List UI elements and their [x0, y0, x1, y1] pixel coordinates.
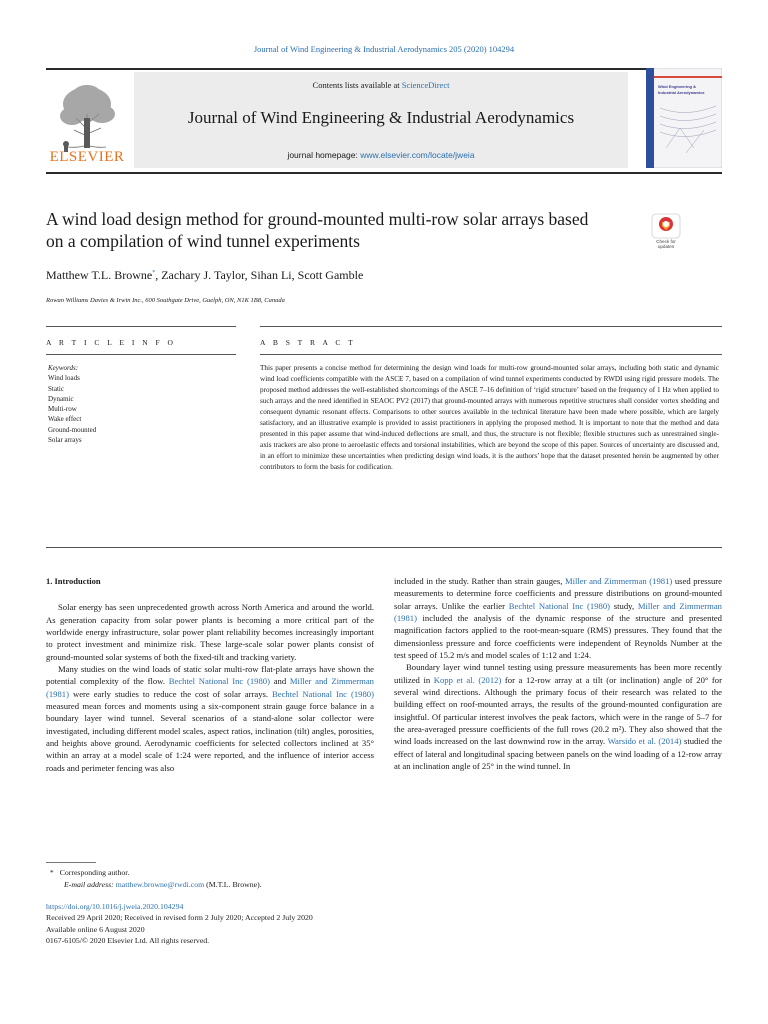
author-name[interactable]: Zachary J. Taylor: [161, 268, 245, 282]
copyright: 0167-6105/© 2020 Elsevier Ltd. All rights reserved.: [46, 936, 210, 946]
keyword-item: Dynamic: [48, 394, 74, 403]
abstract-heading: A B S T R A C T: [260, 338, 356, 347]
body-column-right: [394, 575, 722, 773]
homepage-prefix: journal homepage:: [287, 150, 361, 160]
email-note: E-mail address: matthew.browne@rwdi.com (M.T.L. Browne).: [64, 880, 262, 889]
citation-link[interactable]: Bechtel National Inc (1980): [272, 688, 374, 699]
keyword-item: Multi-row: [48, 405, 77, 414]
received-dates: Received 29 April 2020; Received in revised form 2 July 2020; Accepted 2 July 2020: [46, 913, 313, 923]
article-title: A wind load design method for ground-mounted multi-row solar arrays based on a compilation of wind tunnel experiments: [46, 209, 589, 251]
check-updates-label: Check for: [656, 239, 676, 244]
journal-cover-thumbnail[interactable]: [646, 68, 722, 168]
citation-link[interactable]: Warsido et al. (2014): [607, 736, 682, 747]
author-name[interactable]: Matthew T.L. Browne: [46, 268, 153, 282]
publication-info: [46, 901, 313, 947]
doi-link[interactable]: https://doi.org/10.1016/j.jweia.2020.104294: [46, 902, 184, 911]
footnote-rule: [46, 862, 96, 863]
contents-line: [134, 80, 628, 90]
keyword-item: Ground-mounted: [48, 425, 97, 434]
svg-text:Industrial Aerodynamics: Industrial Aerodynamics: [658, 90, 705, 95]
citation-link[interactable]: Miller and Zimmerman (1981): [46, 676, 374, 699]
abstract-text: This paper presents a concise method for determining the design wind loads for multi-row ground-mounted solar arrays, including both static and dynamic wind load coefficients compatible with the ASCE 7, based on a compilation of wind tunnel experiments conducted by RWDI using rigid pressure models. The proposed method addresses the well-established shortcomings of the ASCE 7–16 definition of ‘rigid structure’ based on the frequency of 1 Hz when applied to such arrays and the need identified in SEAOC PV2 (2017) that ground-mounted arrays with numerous repetitive structures shall consider vortex shedding and consequent dynamic resonant effects. Comparisons to other sources available in the technical literature have been made where possible, which are largely satisfactory, and an illustrative example is provided to assist practitioners in applying the proposed method. It is important to note that the method and data presented in this paper assume that wind-induced deflections are small, and thus, the structure is not flexible; flexible structures such as unrestrained single-axis trackers are also prone to aeroelastic effects and torsional instabilities, which are beyond the scope of this paper. Sources of uncertainty are discussed and, in an effort to minimize these uncertainties when predicting design wind loads, it is the authors’ hope that the dataset presented herein be augmented by other contributors to form the basis for codification.: [260, 364, 719, 472]
citation-link[interactable]: Kopp et al. (2012): [433, 674, 502, 685]
publisher-logo-text: ELSEVIER: [49, 149, 125, 165]
body-paragraph: included in the study. Rather than strain gauges, Miller and Zimmerman (1981) used pressure measurements to determine force coefficients and pressure distributions on ground-mounted solar arrays. Unlike the earlier Bechtel National Inc (1980) study, Miller and Zimmerman (1981) included the analysis of the dynamic response of the structure and presented magnification factors applied to the root-mean-square (RMS) pressures. They found that the dimensionless pressure and force coefficients were independent of Reynolds Number at the test speed of 15.2 m/s and model scales of 1:12 and 1:24.: [394, 576, 722, 661]
masthead-bottom-rule: [46, 172, 722, 174]
sciencedirect-link[interactable]: ScienceDirect: [401, 80, 450, 90]
corresponding-author-mark[interactable]: *: [152, 270, 156, 276]
corresponding-author-note: * Corresponding author.: [46, 868, 130, 877]
body-paragraph: Solar energy has seen unprecedented growth across North America and around the world. As generation capacity from solar power plants is becoming a more critical part of the worldwide energy infrastructure, solar power plant reliability becomes increasingly important to protect investment and minimize risk. These large-scale solar power plants consist of ground-mounted solar systems of both the fixed-tilt and tracking variety.: [46, 602, 374, 662]
affiliation: Rowan Williams Davies & Irwin Inc., 600 Southgate Drive, Guelph, ON, N1K 1B8, Canada: [46, 297, 285, 304]
body-column-left: [46, 575, 374, 774]
journal-title: Journal of Wind Engineering & Industrial Aerodynamics: [187, 108, 575, 127]
homepage-link[interactable]: www.elsevier.com/locate/jweia: [360, 150, 475, 160]
masthead-top-rule: [46, 68, 722, 70]
citation-link[interactable]: Miller and Zimmerman (1981): [564, 576, 673, 586]
homepage-line: [134, 150, 628, 160]
body-paragraph: Many studies on the wind loads of static solar multi-row flat-plate arrays have shown the potential complexity of the flow. Bechtel National Inc (1980) and Miller and Zimmerman (1981) were early studies to reduce the cost of solar arrays. Bechtel National Inc (1980) measured mean forces and moments using a six-component strain gauge force balance in a boundary layer wind tunnel. Several scenarios of a stand-alone solar collector were investigated, including different model scales, aspect ratios, inclination (tilt) angles, porosities, and heights above ground. Aerodynamic coefficients for selected collectors inclined at 35° within an array at a model scale of 1:24 were reported, and the influence of interior access roads and perimeter fencing was also: [46, 664, 374, 773]
section-rule: [46, 547, 722, 548]
keywords-label: Keywords:: [48, 364, 79, 372]
svg-text:updates: updates: [657, 244, 675, 249]
author-list: Matthew T.L. Browne*, Zachary J. Taylor, Sihan Li, Scott Gamble: [46, 268, 364, 282]
email-link[interactable]: matthew.browne@rwdi.com: [115, 880, 205, 889]
section-rule: [260, 354, 722, 355]
footnotes: [46, 867, 262, 891]
section-rule: [46, 354, 236, 355]
cover-title: Wind Engineering &: [658, 84, 696, 89]
author-name[interactable]: Scott Gamble: [297, 268, 364, 282]
check-for-updates-badge-icon[interactable]: [648, 213, 684, 253]
journal-citation-link[interactable]: Journal of Wind Engineering & Industrial Aerodynamics 205 (2020) 104294: [253, 44, 515, 54]
section-rule: [46, 326, 236, 327]
citation-link[interactable]: Bechtel National Inc (1980): [508, 600, 611, 611]
keyword-item: Wind loads: [48, 374, 80, 383]
section-heading: 1. Introduction: [46, 576, 101, 586]
section-rule: [260, 326, 722, 327]
keyword-item: Wake effect: [48, 415, 82, 424]
body-paragraph: Boundary layer wind tunnel testing using pressure measurements has been more recently utilized in Kopp et al. (2012) for a 12-row array at a tilt (or inclination) angle of 20° for several wind directions. Although the primary focus of their research was related to the building effect on roof-mounted arrays, the results of the ground-mounted configuration are insightful. Of particular interest involves the peak factors, which were in the range of 5–7 for the area-averaged pressure coefficients of the full rows (20.2 m²). They also showed that the wind loads increased on the last downwind row in the array. Warsido et al. (2014) studied the effect of lateral and longitudinal spacing between panels on the wind loading of a 12-row array at an inclination angle of 25° in the wind tunnel. In: [394, 662, 723, 772]
author-name[interactable]: Sihan Li: [250, 268, 292, 282]
available-online: Available online 6 August 2020: [46, 924, 145, 934]
citation-link[interactable]: Bechtel National Inc (1980): [168, 676, 270, 687]
keyword-item: Static: [48, 384, 64, 393]
keyword-item: Solar arrays: [48, 436, 82, 445]
keywords-list: [48, 363, 96, 445]
article-info-heading: A R T I C L E I N F O: [46, 338, 176, 347]
citation-link[interactable]: Miller and Zimmerman (1981): [394, 600, 722, 624]
contents-prefix: Contents lists available at: [312, 80, 402, 90]
